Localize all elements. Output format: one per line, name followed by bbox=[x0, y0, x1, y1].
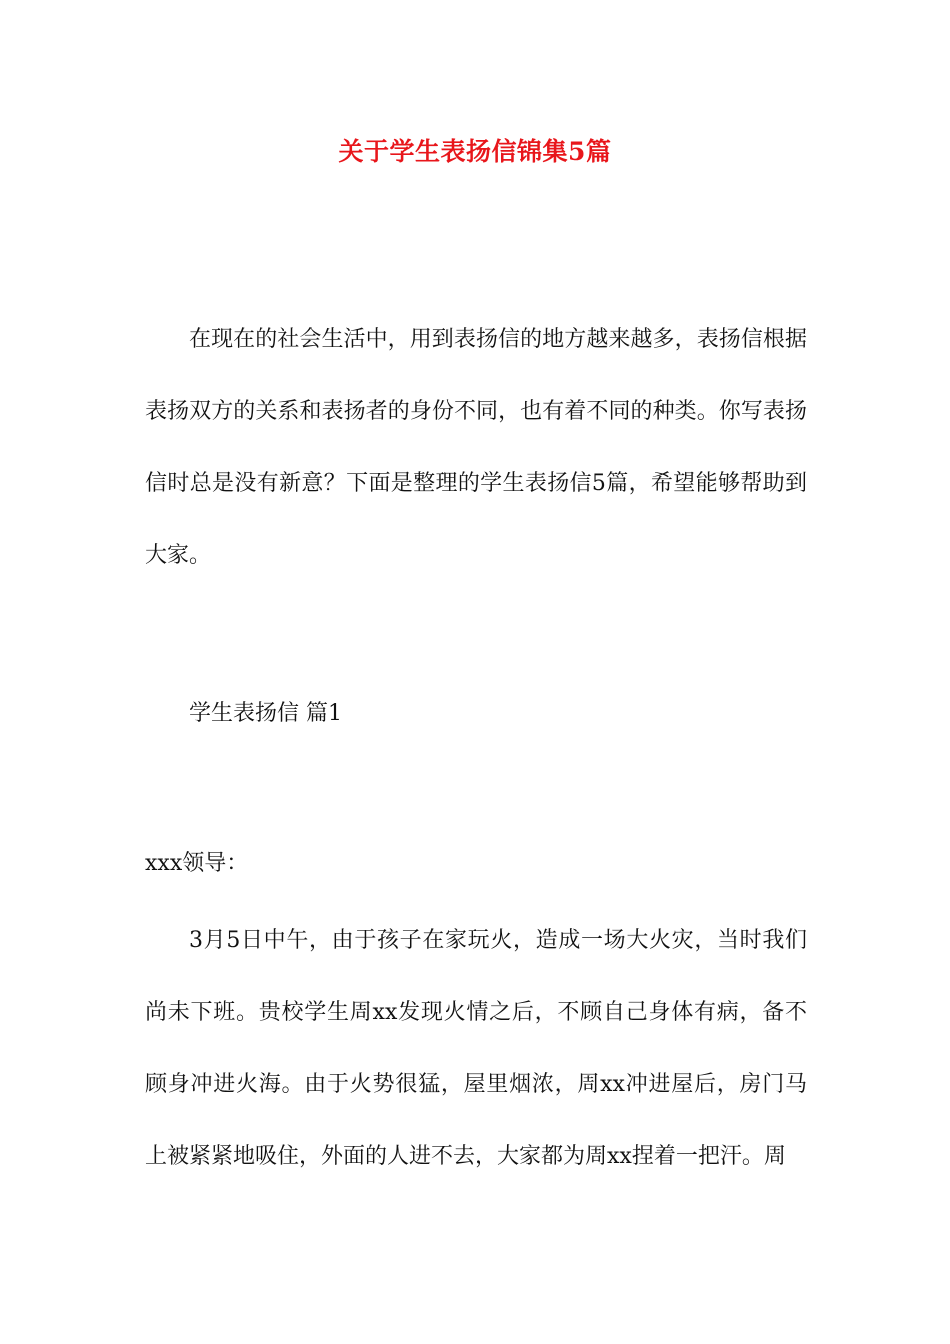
intro-paragraph: 在现在的社会生活中，用到表扬信的地方越来越多，表扬信根据表扬双方的关系和表扬者的身份不同，也有着不同的种类。你写表扬信时总是没有新意？下面是整理的学生表扬信5篇，希望能够帮助到大家。 bbox=[145, 327, 807, 568]
letter-body-paragraph: 3月5日中午，由于孩子在家玩火，造成一场大火灾，当时我们尚未下班。贵校学生周xx发现火情之后，不顾自己身体有病，备不顾身冲进火海。由于火势很猛，屋里烟浓，周xx冲进屋后，房门马上被紧紧地吸住，外面的人进不去，大家都为周xx捏着一把汗。周 bbox=[145, 928, 807, 1169]
document-title: 关于学生表扬信锦集5篇 bbox=[338, 137, 612, 166]
letter-salutation: xxx领导： bbox=[145, 851, 249, 876]
section-heading: 学生表扬信 篇1 bbox=[189, 701, 342, 726]
